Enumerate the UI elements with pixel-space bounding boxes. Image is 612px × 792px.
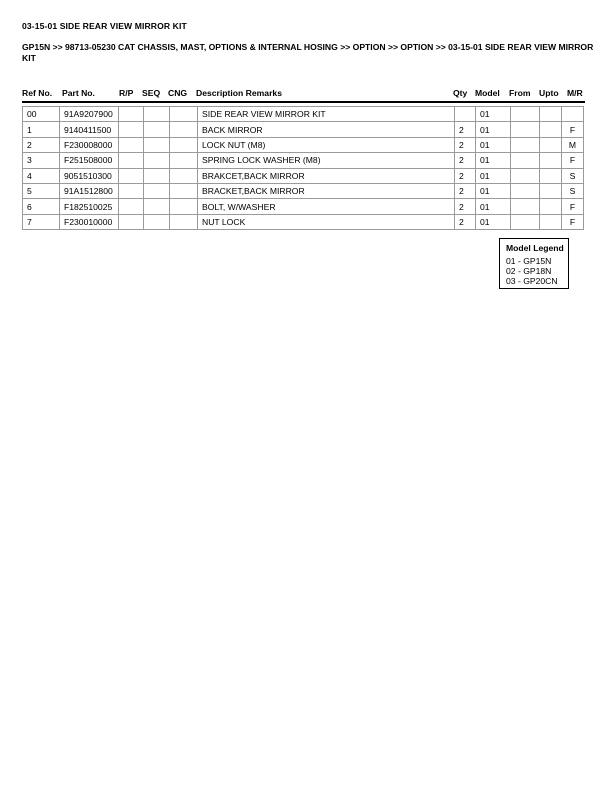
seq-cell: [144, 107, 170, 122]
model-legend: [499, 238, 569, 289]
parts-table-body: [23, 107, 584, 230]
mr-cell: F: [562, 199, 584, 214]
ref-no-cell: 4: [23, 168, 60, 183]
model-legend-item: 03 - GP20CN: [506, 276, 558, 286]
seq-cell: [144, 137, 170, 152]
description-cell: LOCK NUT (M8): [198, 137, 455, 152]
ref-no-cell: 5: [23, 183, 60, 198]
description-cell: BACK MIRROR: [198, 122, 455, 137]
header-from: From: [509, 88, 531, 98]
mr-cell: F: [562, 214, 584, 229]
model-cell: 01: [476, 183, 511, 198]
seq-cell: [144, 122, 170, 137]
mr-cell: S: [562, 168, 584, 183]
from-cell: [511, 153, 540, 168]
ref-no-cell: 7: [23, 214, 60, 229]
description-cell: BRAKCET,BACK MIRROR: [198, 168, 455, 183]
header-rp: R/P: [119, 88, 134, 98]
model-cell: 01: [476, 199, 511, 214]
header-mr: M/R: [567, 88, 583, 98]
upto-cell: [540, 137, 562, 152]
upto-cell: [540, 168, 562, 183]
ref-no-cell: 3: [23, 153, 60, 168]
upto-cell: [540, 107, 562, 122]
rp-cell: [119, 214, 144, 229]
seq-cell: [144, 153, 170, 168]
upto-cell: [540, 199, 562, 214]
description-cell: BOLT, W/WASHER: [198, 199, 455, 214]
cng-cell: [170, 168, 198, 183]
upto-cell: [540, 153, 562, 168]
model-cell: 01: [476, 168, 511, 183]
model-cell: 01: [476, 107, 511, 122]
ref-no-cell: 00: [23, 107, 60, 122]
table-row: [23, 122, 584, 137]
seq-cell: [144, 199, 170, 214]
from-cell: [511, 168, 540, 183]
header-seq: SEQ: [142, 88, 161, 98]
mr-cell: F: [562, 122, 584, 137]
description-cell: SIDE REAR VIEW MIRROR KIT: [198, 107, 455, 122]
rp-cell: [119, 168, 144, 183]
model-legend-item: 01 - GP15N: [506, 256, 552, 266]
part-no-cell: 9140411500: [60, 122, 119, 137]
header-model: Model: [475, 88, 500, 98]
qty-cell: [455, 107, 476, 122]
table-row: [23, 107, 584, 122]
model-cell: 01: [476, 153, 511, 168]
rp-cell: [119, 199, 144, 214]
header-part-no: Part No.: [62, 88, 95, 98]
part-no-cell: 91A1512800: [60, 183, 119, 198]
description-cell: BRACKET,BACK MIRROR: [198, 183, 455, 198]
part-no-cell: F230010000: [60, 214, 119, 229]
qty-cell: 2: [455, 137, 476, 152]
qty-cell: 2: [455, 168, 476, 183]
qty-cell: 2: [455, 183, 476, 198]
qty-cell: 2: [455, 122, 476, 137]
model-cell: 01: [476, 137, 511, 152]
ref-no-cell: 1: [23, 122, 60, 137]
part-no-cell: F182510025: [60, 199, 119, 214]
mr-cell: S: [562, 183, 584, 198]
cng-cell: [170, 137, 198, 152]
mr-cell: [562, 107, 584, 122]
header-description: Description Remarks: [196, 88, 282, 98]
cng-cell: [170, 153, 198, 168]
qty-cell: 2: [455, 214, 476, 229]
model-legend-title: Model Legend: [506, 243, 564, 253]
qty-cell: 2: [455, 153, 476, 168]
cng-cell: [170, 214, 198, 229]
table-row: [23, 214, 584, 229]
header-cng: CNG: [168, 88, 188, 98]
qty-cell: 2: [455, 199, 476, 214]
cng-cell: [170, 107, 198, 122]
model-cell: 01: [476, 122, 511, 137]
header-ref-no: Ref No.: [22, 88, 53, 98]
parts-table: [22, 106, 584, 230]
upto-cell: [540, 183, 562, 198]
description-cell: NUT LOCK: [198, 214, 455, 229]
upto-cell: [540, 122, 562, 137]
from-cell: [511, 137, 540, 152]
table-row: [23, 153, 584, 168]
seq-cell: [144, 168, 170, 183]
header-qty: Qty: [453, 88, 468, 98]
ref-no-cell: 6: [23, 199, 60, 214]
cng-cell: [170, 122, 198, 137]
from-cell: [511, 214, 540, 229]
from-cell: [511, 122, 540, 137]
rp-cell: [119, 137, 144, 152]
mr-cell: M: [562, 137, 584, 152]
header-upto: Upto: [539, 88, 559, 98]
from-cell: [511, 183, 540, 198]
from-cell: [511, 107, 540, 122]
ref-no-cell: 2: [23, 137, 60, 152]
table-row: [23, 137, 584, 152]
model-cell: 01: [476, 214, 511, 229]
table-row: [23, 199, 584, 214]
cng-cell: [170, 183, 198, 198]
rp-cell: [119, 183, 144, 198]
description-cell: SPRING LOCK WASHER (M8): [198, 153, 455, 168]
header-divider: [22, 101, 585, 103]
rp-cell: [119, 107, 144, 122]
part-no-cell: F251508000: [60, 153, 119, 168]
seq-cell: [144, 183, 170, 198]
from-cell: [511, 199, 540, 214]
mr-cell: F: [562, 153, 584, 168]
breadcrumb: GP15N >> 98713-05230 CAT CHASSIS, MAST, OPTIONS & INTERNAL HOSING >> OPTION >> OPTION >> 03-15-01 SIDE REAR VIEW MIRROR KIT: [22, 42, 594, 63]
part-no-cell: F230008000: [60, 137, 119, 152]
rp-cell: [119, 153, 144, 168]
model-legend-item: 02 - GP18N: [506, 266, 552, 276]
part-no-cell: 91A9207900: [60, 107, 119, 122]
seq-cell: [144, 214, 170, 229]
table-row: [23, 168, 584, 183]
part-no-cell: 9051510300: [60, 168, 119, 183]
table-row: [23, 183, 584, 198]
cng-cell: [170, 199, 198, 214]
upto-cell: [540, 214, 562, 229]
page-title: 03-15-01 SIDE REAR VIEW MIRROR KIT: [22, 21, 187, 31]
rp-cell: [119, 122, 144, 137]
